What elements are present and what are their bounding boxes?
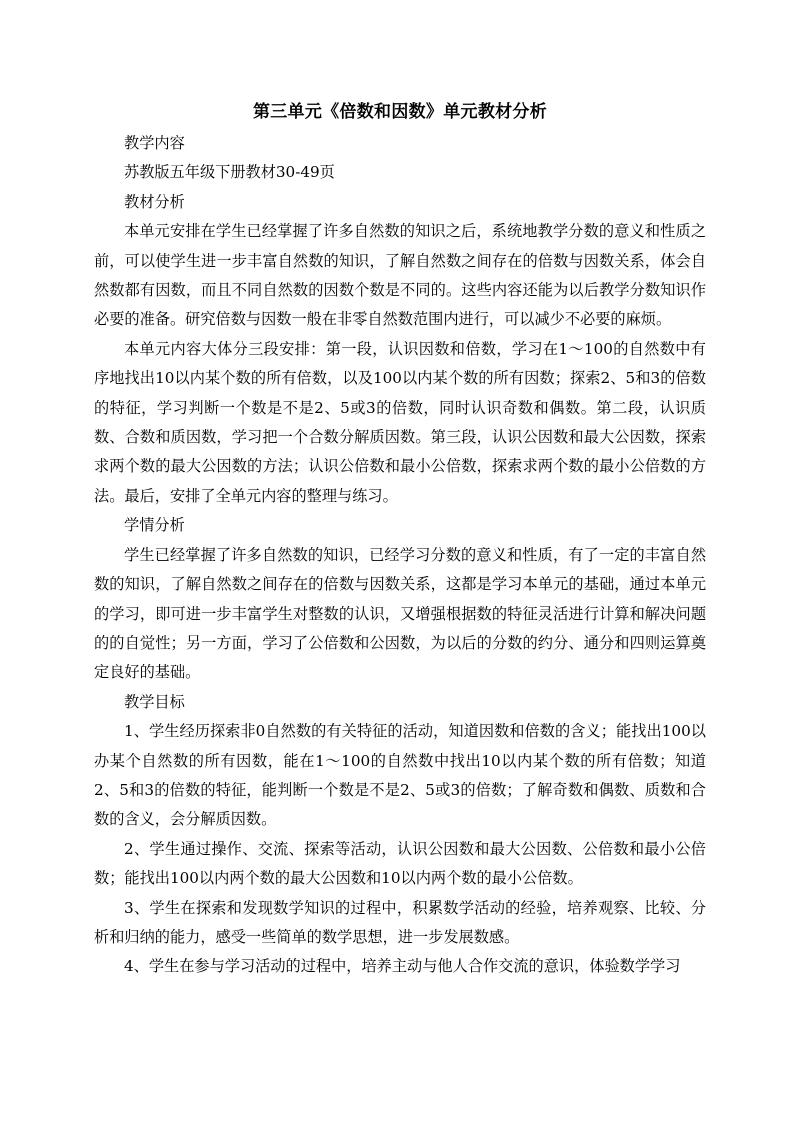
goal-item-2: 2、学生通过操作、交流、探索等活动，认识公因数和最大公因数、公倍数和最小公倍数；能找出100以内两个数的最大公因数和10以内两个数的最小公倍数。 <box>94 839 706 888</box>
analysis-paragraph-2: 本单元内容大体分三段安排：第一段，认识因数和倍数，学习在1～100的自然数中有序地找出10以内某个数的所有倍数，以及100以内某个数的所有因数；探索2、5和3的倍数的特征，学习判断一个数是不是2、5或3的倍数，同时认识奇数和偶数。第二段，认识质数、合数和质因数，学习把一个合数分解质因数。第三段，认识公因数和最大公因数，探索求两个数的最大公因数的方法；认识公倍数和最小公倍数，探索求两个数的最小公倍数的方法。最后，安排了全单元内容的整理与练习。 <box>94 339 706 505</box>
document-body <box>94 97 706 982</box>
goal-item-4: 4、学生在参与学习活动的过程中，培养主动与他人合作交流的意识，体验数学学习 <box>124 957 681 976</box>
section-heading-content: 教学内容 <box>124 134 185 152</box>
section-heading-analysis: 教材分析 <box>124 192 185 211</box>
goal-item-1: 1、学生经历探索非0自然数的有关特征的活动，知道因数和倍数的含义；能找出100以办某个自然数的所有因数，能在1～100的自然数中找出10以内某个数的所有倍数；知道2、5和3的倍数的特征，能判断一个数是不是2、5或3的倍数；了解奇数和偶数、质数和合数的含义，会分解质因数。 <box>94 722 706 829</box>
content-text: 苏教版五年级下册教材30-49页 <box>124 163 335 182</box>
goal-item-3: 3、学生在探索和发现数学知识的过程中，积累数学活动的经验，培养观察、比较、分析和归纳的能力，感受一些简单的数学思想，进一步发展数感。 <box>94 898 706 946</box>
document-title: 第三单元《倍数和因数》单元教材分析 <box>252 102 548 122</box>
analysis-paragraph-1: 本单元安排在学生已经掌握了许多自然数的知识之后，系统地教学分数的意义和性质之前，可以使学生进一步丰富自然数的知识，了解自然数之间存在的倍数与因数关系，体会自然数都有因数，而且不同自然数的因数个数是不同的。这些内容还能为以后教学分数知识作必要的准备。研究倍数与因数一般在非零自然数范围内进行，可以减少不必要的麻烦。 <box>94 222 706 329</box>
students-paragraph: 学生已经掌握了许多自然数的知识，已经学习分数的意义和性质，有了一定的丰富自然数的知识，了解自然数之间存在的倍数与因数关系，这都是学习本单元的基础，通过本单元的学习，即可进一步丰富学生对整数的认识，又增强根据数的特征灵活进行计算和解决问题的的自觉性；另一方面，学习了公倍数和公因数，为以后的分数的约分、通分和四则运算奠定良好的基础。 <box>94 545 706 682</box>
section-heading-students: 学情分析 <box>124 516 185 535</box>
section-heading-goals: 教学目标 <box>124 692 185 711</box>
